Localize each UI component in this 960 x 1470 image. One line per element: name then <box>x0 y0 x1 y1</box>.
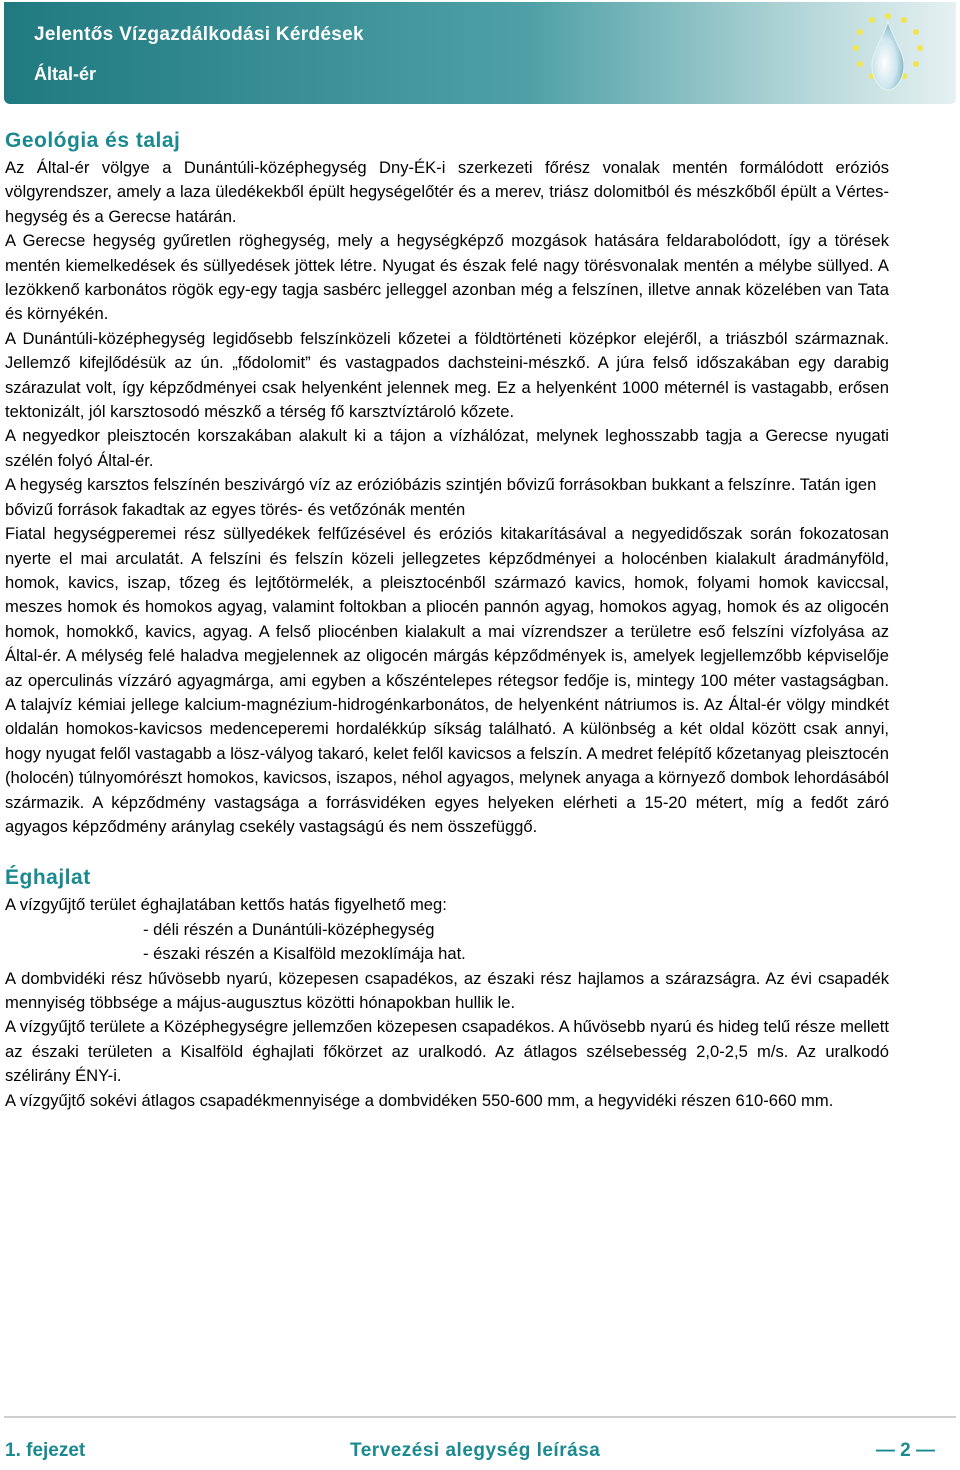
paragraph: A vízgyűjtő terület éghajlatában kettős hatás figyelhető meg: <box>5 895 447 915</box>
paragraph: A negyedkor pleisztocén korszakában alakult ki a tájon a vízhálózat, melynek leghosszabb tagja a Gerecse nyugati szélén folyó Által-ér. <box>5 426 889 470</box>
main-content <box>5 126 889 1113</box>
page-footer <box>5 1440 935 1468</box>
document-title: Jelentős Vízgazdálkodási Kérdések <box>34 24 364 45</box>
page-header <box>4 2 956 104</box>
list-item: - déli részén a Dunántúli-középhegység <box>143 919 435 939</box>
page-number: — 2 — <box>875 1440 935 1461</box>
section-heading-climate: Éghajlat <box>5 866 91 890</box>
list-item: - északi részén a Kisalföld mezoklímája hat. <box>143 944 466 964</box>
paragraph: Fiatal hegységperemei rész süllyedékek felfűzésével és eróziós kitakarításával a negyedidőszak során fokozatosan nyerte el mai arculatát. A felszíni és felszín közeli jellegzetes képződményei a holocénben kialakult áradmányföld, homok, kavics, iszap, tőzeg és lejtőtörmelék, a pleisztocénből származó kavics, homok, folyami homok kaviccsal, meszes homok és homokos agyag, valamint foltokban a pliocén pannón agyag, homokos agyag, homok és az oligocén homok, homokkő, kavics, agyag. A felső pliocénben kialakult a mai vízrendszer a területre eső felszíni vízfolyása az Által-ér. A mélység felé haladva megjelennek az oligocén márgás képződmények is, amelyek legjellemzőbb képviselője az operculinás vízzáró agyagmárga, ami egyben a kőszéntelepes rétegsor fedője is, mintegy 100 méter vastagságban. A talajvíz kémiai jellege kalcium-magnézium-hidrogénkarbonátos, de helyenként nátriumos is. Az Által-ér völgy mindkét oldalán homokos-kavicsos medenceperemi hordalékkúp síkság található. A különbség a két oldal között csak annyi, hogy nyugat felől vastagabb a lösz-vályog takaró, kelet felől kavicsos a felszín. A medret felépítő kőzetanyag pleisztocén (holocén) túlnyomórészt homokos, kavicsos, iszapos, néhol agyagos, melynek anyaga a környező dombok lehordásából származik. A képződmény vastagsága a forrásvidéken egyes helyeken elérheti a 15-20 métert, míg a fedőt záró agyagos képződmény aránylag csekély vastagságú és nem összefüggő. <box>5 524 889 836</box>
footer-title: Tervezési alegység leírása <box>350 1440 601 1461</box>
paragraph: A hegység karsztos felszínén beszivárgó víz az erózióbázis szintjén bővizű forrásokban bukkant a felszínre. Tatán igen bővizű források fakadtak az egyes törés- és vetőzónák mentén <box>5 475 877 519</box>
section-heading-geology: Geológia és talaj <box>5 129 181 152</box>
paragraph: A vízgyűjtő területe a Középhegységre jellemzően közepesen csapadékos. A hűvösebb nyarú és hideg telű része mellett az északi területen a Kisalföld éghajlati főkörzet az uralkodó. Az átlagos szélsebesség 2,0-2,5 m/s. Az uralkodó szélirány ÉNY-i. <box>5 1017 889 1086</box>
paragraph: A dombvidéki rész hűvösebb nyarú, közepesen csapadékos, az északi rész hajlamos a szárazságra. Az évi csapadék mennyiség többsége a május-augusztus közötti hónapokban hullik le. <box>5 968 889 1012</box>
document-subtitle: Által-ér <box>34 64 97 84</box>
footer-divider <box>4 1416 956 1418</box>
water-drop-eu-stars-logo <box>838 6 938 102</box>
paragraph: A Dunántúli-középhegység legidősebb felszínközeli kőzetei a földtörténeti középkor elejéről, a triászból származnak. Jellemző kifejlődésük az ún. „fődolomit” és vastagpados dachsteini-mészkő. A júra felső időszakában egy darabig szárazulat volt, így képződményei csak helyenként jelennek meg. Ez a helyenként 1000 méternél is vastagabb, erősen tektonizált, jól karsztosodó mészkő a térség fő karsztvíztároló kőzete. <box>5 328 889 422</box>
paragraph: A Gerecse hegység gyűretlen röghegység, mely a hegységképző mozgások hatására feldarabolódott, így a törések mentén kiemelkedések és süllyedések jöttek létre. Nyugat és észak felé nagy törésvonalak mentén a mélybe süllyed. A lezökkenő karbonátos rögök egy-egy tagja sasbérc jelleggel azonban még a felszínen, illetve annak közelében van Tata és környékén. <box>5 231 889 324</box>
footer-chapter: 1. fejezet <box>5 1440 86 1461</box>
paragraph: A vízgyűjtő sokévi átlagos csapadékmennyisége a dombvidéken 550-600 mm, a hegyvidéki részen 610-660 mm. <box>5 1090 834 1110</box>
paragraph: Az Által-ér völgye a Dunántúli-középhegység Dny-ÉK-i szerkezeti főrész vonalak mentén formálódott eróziós völgyrendszer, amely a laza üledékekből épült hegységelőtér és a merev, triász dolomitból és mészkőből épült a Vértes-hegység és a Gerecse határán. <box>5 158 889 226</box>
